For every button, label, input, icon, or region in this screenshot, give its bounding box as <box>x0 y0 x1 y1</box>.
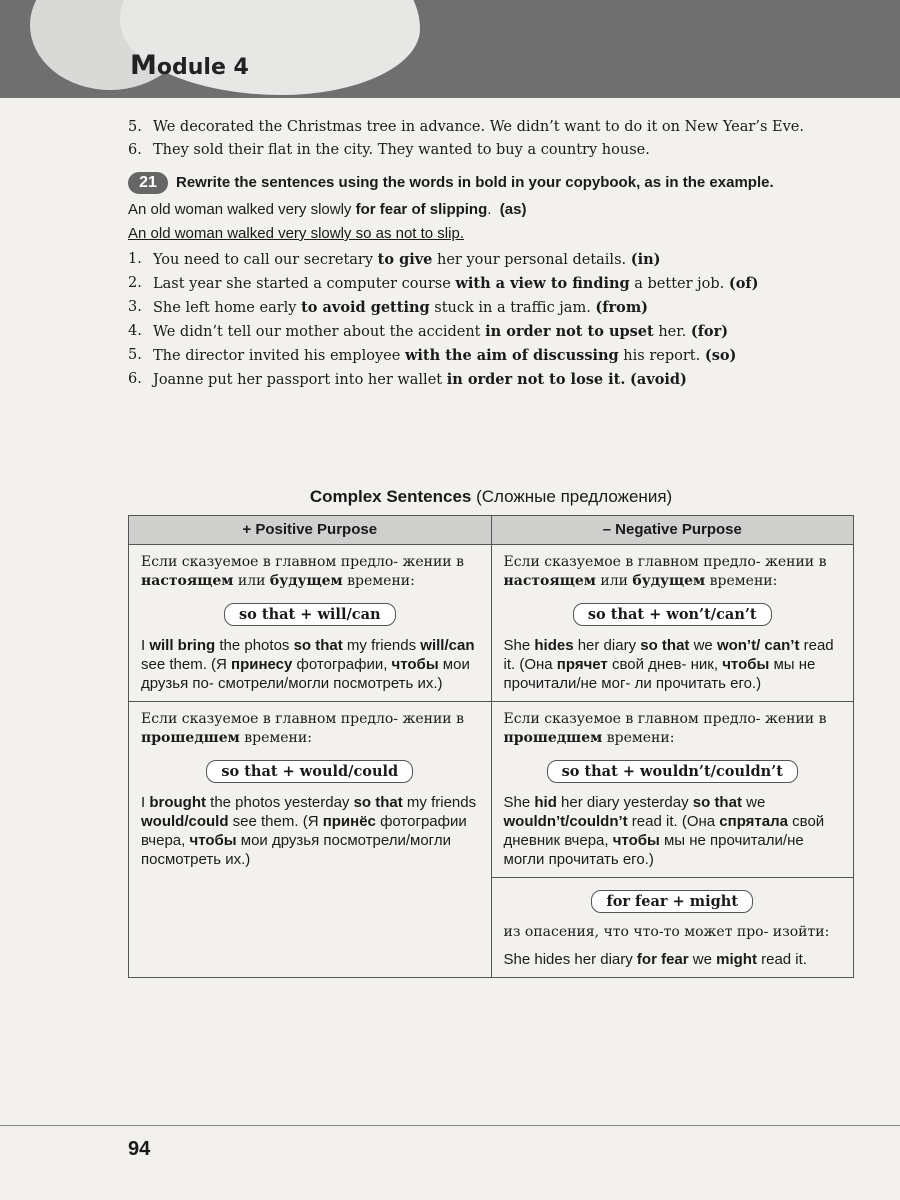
exercise-item: 2. Last year she started a computer course with a view to finding a better job. (of) <box>128 275 759 292</box>
rule-present: Если сказуемое в главном предло- жении в настоящем или будущем времени: <box>503 554 827 589</box>
exercise-number: 21 <box>128 172 168 194</box>
rule-past: Если сказуемое в главном предло- жении в прошедшем времени: <box>141 711 464 746</box>
col-negative-purpose: – Negative Purpose <box>491 516 854 545</box>
list-item: 6. They sold their flat in the city. They wanted to buy a country house. <box>128 142 650 158</box>
grammar-table <box>128 515 854 978</box>
exercise-header <box>128 174 856 194</box>
exercise-item: 1. You need to call our secretary to give her your personal details. (in) <box>128 251 661 268</box>
grammar-title: Complex Sentences (Сложные предложения) <box>309 487 673 506</box>
rule-fear: из опасения, что что-то может про- изойти: <box>503 924 830 940</box>
example-text: She hides her diary so that we won’t/ can’t read it. (Она прячет свой днев- ник, чтобы мы не прочитали/не мог- ли прочитать его.) <box>503 637 834 692</box>
exercise-item: 4. We didn’t tell our mother about the accident in order not to upset her. (for) <box>128 323 729 340</box>
formula-pill: so that + won’t/can’t <box>573 603 772 626</box>
rule-present: Если сказуемое в главном предло- жении в настоящем или будущем времени: <box>141 554 464 589</box>
example-text: I brought the photos yesterday so that my friends would/could see them. (Я принёс фотографии вчера, чтобы мои друзья посмотрели/могли посмотреть их.) <box>141 794 477 868</box>
list-item: 5. We decorated the Christmas tree in advance. We didn’t want to do it on New Year’s Eve. <box>128 119 804 135</box>
example-answer: An old woman walked very slowly so as not to slip. <box>128 225 464 242</box>
example-text: I will bring the photos so that my friends will/can see them. (Я принесу фотографии, чтобы мои друзья по- смотрели/могли посмотреть их.) <box>141 637 475 692</box>
page-number: 94 <box>128 1138 151 1160</box>
formula-pill: so that + would/could <box>206 760 413 783</box>
col-positive-purpose: + Positive Purpose <box>129 516 492 545</box>
example-sentence: An old woman walked very slowly for fear of slipping. (as) <box>128 201 527 218</box>
exercise-item: 6. Joanne put her passport into her wallet in order not to lose it. (avoid) <box>128 371 687 388</box>
example-text: She hid her diary yesterday so that we wouldn’t/couldn’t read it. (Она спрятала свой дневник вчера, чтобы мы не прочитали/не могли прочитать его.) <box>503 794 825 868</box>
exercise-item: 3. She left home early to avoid getting stuck in a traffic jam. (from) <box>128 299 649 316</box>
formula-pill: so that + will/can <box>224 603 396 626</box>
page-content <box>128 118 856 394</box>
example-text: She hides her diary for fear we might read it. <box>503 951 807 968</box>
rule-past: Если сказуемое в главном предло- жении в прошедшем времени: <box>503 711 827 746</box>
footer-divider <box>0 1125 900 1126</box>
module-title: Module 4 <box>130 50 249 81</box>
formula-pill: for fear + might <box>591 890 753 913</box>
exercise-instruction: Rewrite the sentences using the words in bold in your copybook, as in the example. <box>176 174 774 191</box>
exercise-item: 5. The director invited his employee with the aim of discussing his report. (so) <box>128 347 737 364</box>
formula-pill: so that + wouldn’t/couldn’t <box>547 760 798 783</box>
